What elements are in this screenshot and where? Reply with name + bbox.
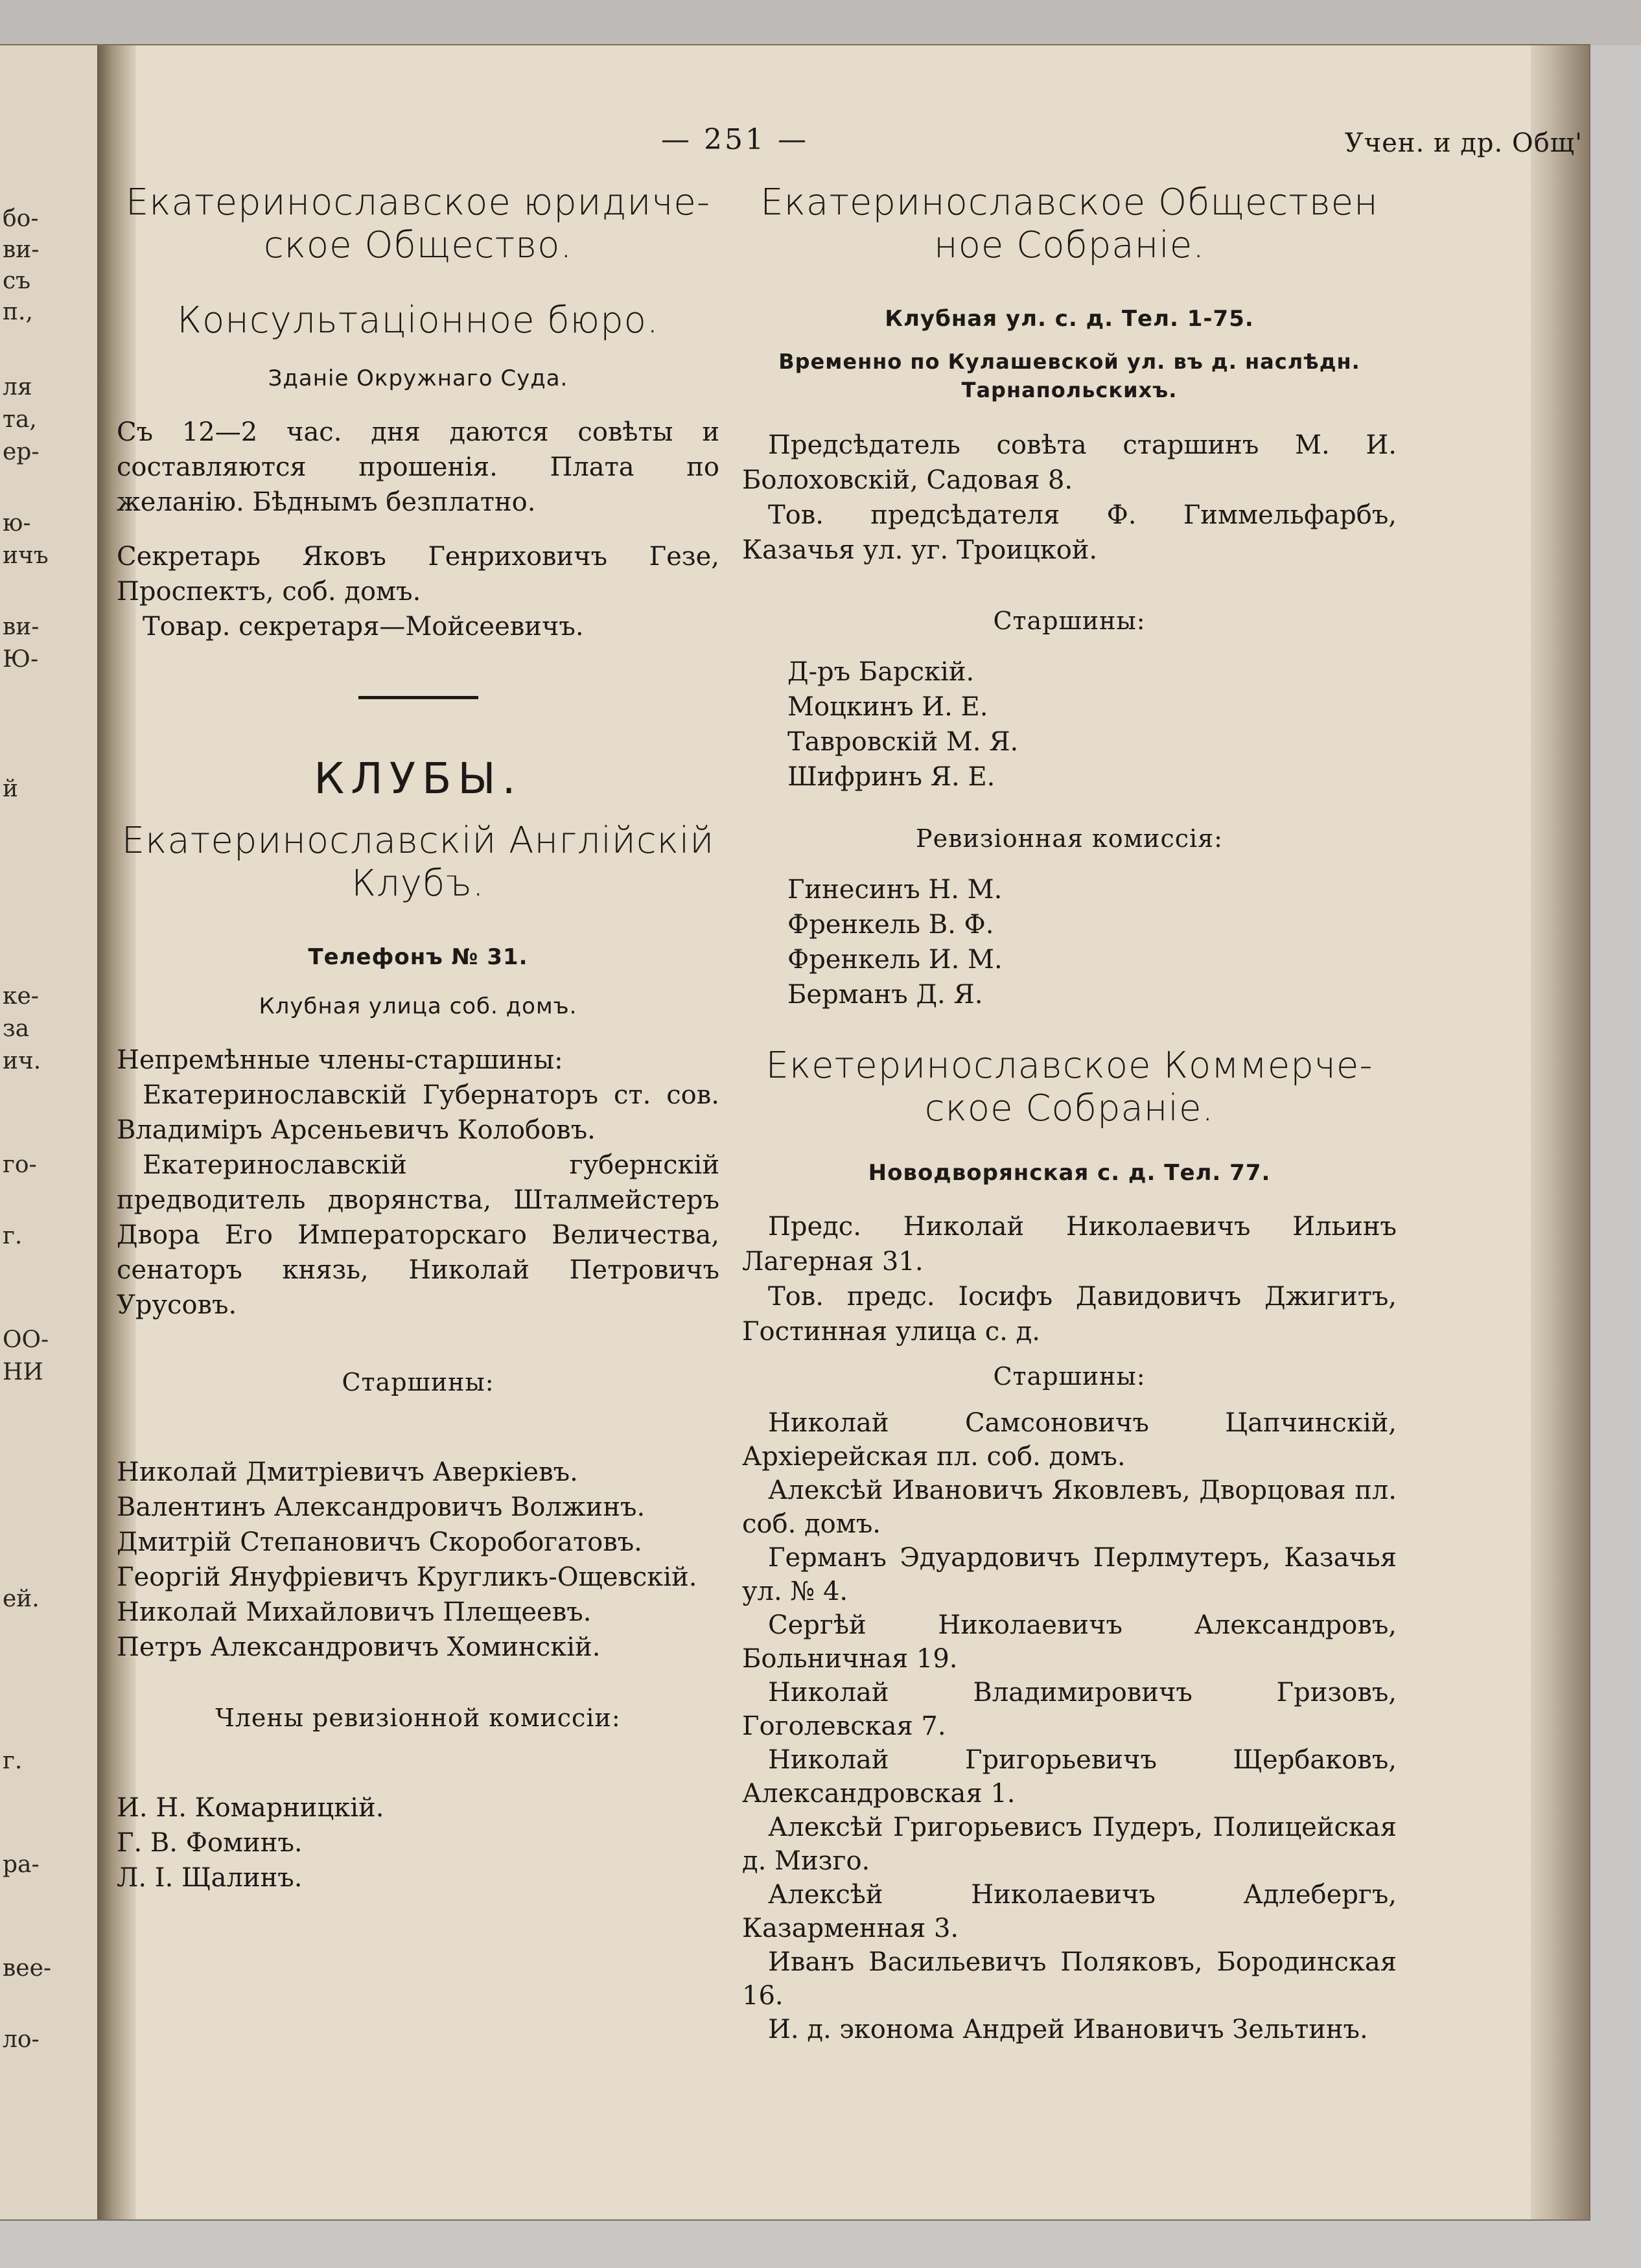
margin-fragment: НИ [3,1359,43,1385]
section-divider [358,696,478,699]
right-column [742,181,1397,2046]
margin-fragment: ей. [3,1586,40,1612]
margin-fragment: ви- [3,614,40,640]
margin-fragment: бо- [3,205,39,232]
list-item: Гинесинъ Н. М. [787,875,1003,905]
address-line: Клубная ул. с. д. Тел. 1-75. [885,306,1254,332]
paragraph: Екатеринославскій губернскій предводитель дворянства, Шталмейстеръ Двора Его Императорскаго Величества, сенаторъ князь, Николай Петровичъ Урусовъ. [117,1150,719,1320]
list-item: Моцкинъ И. Е. [787,692,988,722]
address-line: Клубная улица соб. домъ. [259,993,577,1019]
list-item: Алексѣй Ивановичъ Яковлевъ, Дворцовая пл. соб. домъ. [742,1475,1397,1539]
margin-fragment: ер- [3,439,40,465]
page-number: — 251 — [661,123,809,156]
section-subtitle: Консультаціонное бюро. [177,299,659,341]
book-edge [1531,45,1589,2219]
paragraph: Секретарь Яковъ Генриховичъ Гезе, Проспектъ, соб. домъ. [117,542,719,607]
paragraph: Тов. предс. Іосифъ Давидовичъ Джигитъ, Гостинная улица с. д. [742,1282,1397,1347]
margin-fragment: Ю- [3,646,39,673]
margin-fragment: г. [3,1223,23,1249]
list-heading: Ревизіонная комиссія: [916,824,1223,853]
list-item: Г. В. Фоминъ. [117,1828,303,1858]
left-column [117,181,719,1895]
phone-line: Телефонъ № 31. [308,944,528,970]
margin-fragment: ичъ [3,542,49,569]
margin-fragment: ви- [3,237,40,263]
paragraph: Товар. секретаря—Мойсеевичъ. [143,612,584,642]
margin-fragment: та, [3,406,37,433]
list-item: Николай Самсоновичъ Цапчинскій, Архіерейская пл. соб. домъ. [742,1408,1397,1472]
scan-background-top [0,0,1641,45]
paragraph: Екатеринославскій Губернаторъ ст. сов. Владиміръ Арсеньевичъ Колобовъ. [117,1080,719,1145]
margin-fragment: вее- [3,1955,52,1982]
list-item: Френкель В. Ф. [787,910,994,940]
margin-fragment: ке- [3,983,39,1010]
margin-fragment: й [3,776,18,802]
paragraph: Тов. предсѣдателя Ф. Гиммельфарбъ, Казачья ул. уг. Троицкой. [742,500,1397,565]
list-item: Тавровскій М. Я. [787,727,1019,757]
margin-fragment: ОО- [3,1326,49,1353]
list-item: Валентинъ Александровичъ Волжинъ. [117,1492,646,1522]
margin-fragment: го- [3,1151,37,1178]
list-item: Николай Григорьевичъ Щербаковъ, Александровская 1. [742,1745,1397,1809]
margin-fragment: г. [3,1748,23,1774]
running-head: Учен. и др. Общ' [1344,128,1583,158]
list-item: И. Н. Комарницкій. [117,1793,384,1823]
list-item: Георгій Януфріевичъ Кругликъ-Ощевскій. [117,1562,697,1592]
section-title: Екатеринославскій Англійскій Клубъ. [121,820,715,905]
list-item: Алексѣй Григорьевисъ Пудеръ, Полицейская д. Мизго. [742,1812,1397,1876]
list-item: Л. І. Щалинъ. [117,1863,303,1893]
section-title: КЛУБЫ. [314,754,522,804]
margin-fragment: ич. [3,1048,41,1074]
list-item: Д-ръ Барскій. [787,657,975,687]
address-line: Зданіе Окружнаго Суда. [268,365,568,391]
address-line: Временно по Кулашевской ул. въ д. наслѣдн. Тарнапольскихъ. [778,349,1360,402]
margin-fragment: за [3,1015,30,1042]
list-item: Френкель И. М. [787,945,1003,975]
list-item: Берманъ Д. Я. [787,980,983,1010]
list-item: Иванъ Васильевичъ Поляковъ, Бородинская 16. [742,1947,1397,2011]
section-title: Екетеринославское Коммерче- ское Собраніе. [765,1045,1373,1129]
paragraph: Предсѣдатель совѣта старшинъ М. И. Болоховскій, Садовая 8. [742,430,1397,495]
list-item: Николай Михайловичъ Плещеевъ. [117,1597,592,1627]
section-title: Екатеринославское юридиче- ское Общество. [125,181,711,266]
section-title: Екатеринославское Обществен ное Собраніе. [760,181,1379,266]
list-item: И. д. эконома Андрей Ивановичъ Зельтинъ. [768,2015,1368,2044]
left-page-fragment [0,45,104,2219]
list-item: Алексѣй Николаевичъ Адлебергъ, Казарменная 3. [742,1880,1397,1943]
list-item: Сергѣй Николаевичъ Александровъ, Больничная 19. [742,1610,1397,1674]
list-item: Николай Дмитріевичъ Аверкіевъ. [117,1457,578,1487]
list-heading: Старшины: [993,607,1146,635]
list-item: Германъ Эдуардовичъ Перлмутеръ, Казачья ул. № 4. [742,1543,1397,1606]
paragraph: Предс. Николай Николаевичъ Ильинъ Лагерная 31. [742,1212,1397,1277]
margin-fragment: ю- [3,510,31,537]
margin-fragment: ля [3,374,32,400]
list-item: Шифринъ Я. Е. [787,762,995,792]
margin-fragment: съ [3,268,31,294]
margin-fragment: п., [3,299,33,325]
list-heading: Непремѣнные члены-старшины: [117,1045,563,1075]
paragraph: Съ 12—2 час. дня даются совѣты и составляются прошенія. Плата по желанію. Бѣднымъ безплатно. [117,417,719,517]
margin-fragment: ра- [3,1851,40,1878]
margin-fragment: ло- [3,2026,40,2053]
list-heading: Старшины: [993,1362,1146,1391]
list-item: Дмитрій Степановичъ Скоробогатовъ. [117,1527,642,1557]
list-heading: Члены ревизіонной комиссіи: [215,1704,621,1732]
list-item: Николай Владимировичъ Гризовъ, Гоголевская 7. [742,1678,1397,1741]
list-heading: Старшины: [342,1368,495,1396]
address-line: Новодворянская с. д. Тел. 77. [868,1160,1271,1186]
list-item: Петръ Александровичъ Хоминскій. [117,1632,601,1662]
